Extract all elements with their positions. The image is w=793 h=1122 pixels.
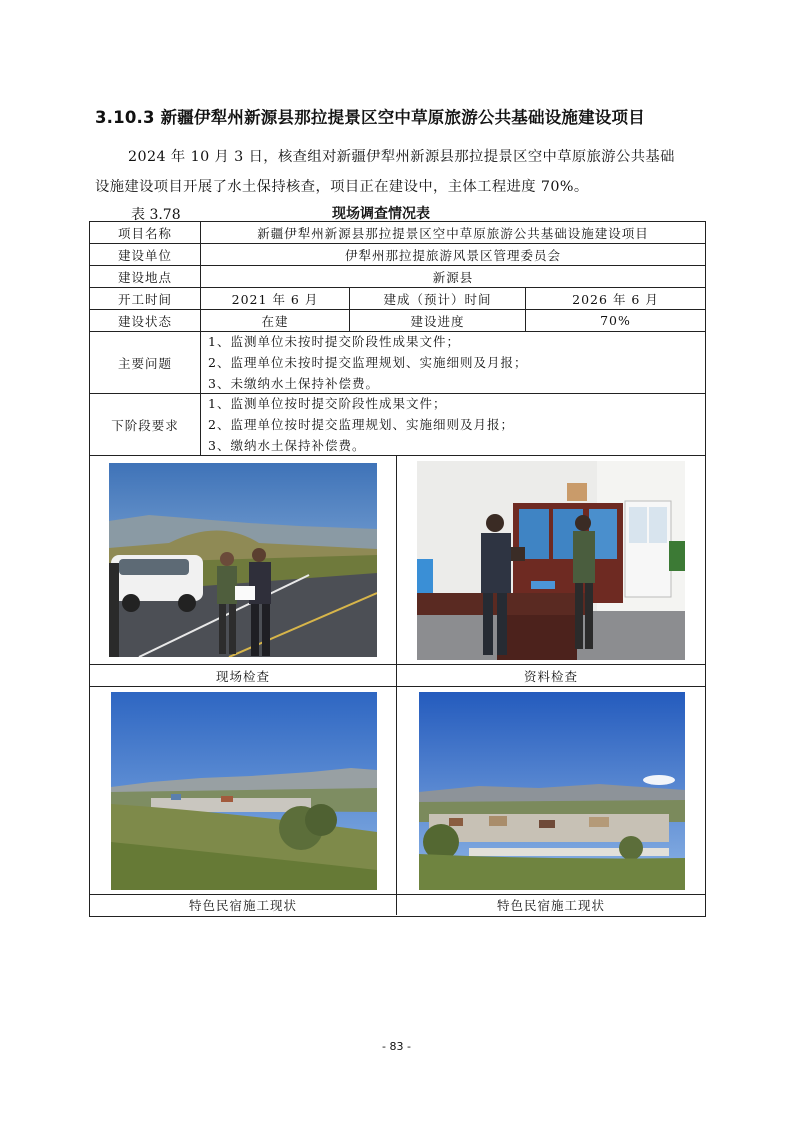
- table-row: [90, 332, 705, 394]
- location-value: 新源县: [432, 269, 474, 285]
- next-stage-list: [201, 394, 705, 455]
- photo-caption: 资料检查: [523, 668, 578, 684]
- table-row: [90, 244, 705, 266]
- finish-value: 2026 年 6 月: [572, 291, 659, 307]
- project-name-value: 新疆伊犁州新源县那拉提景区空中草原旅游公共基础设施建设项目: [257, 225, 649, 241]
- table-title: 现场调查情况表: [332, 206, 430, 222]
- table-row: [90, 266, 705, 288]
- requirement-item: 1、监测单位按时提交阶段性成果文件；: [208, 396, 447, 411]
- table-row: [90, 310, 705, 332]
- progress-value: 70%: [600, 313, 631, 328]
- homestay-construction-photo: [111, 692, 377, 890]
- finish-label: 建成（预计）时间: [350, 288, 526, 309]
- site-inspection-photo: [109, 463, 377, 657]
- table-row: [90, 288, 705, 310]
- table-row: [90, 394, 705, 456]
- intro-paragraph-line-2: 设施建设项目开展了水土保持核查，项目正在建设中，主体工程进度 70%。: [95, 179, 589, 195]
- photo-caption: 现场检查: [90, 665, 397, 686]
- table-number: 表 3.78: [131, 207, 181, 223]
- unit-value: 伊犁州那拉提旅游风景区管理委员会: [344, 247, 561, 263]
- page-number: - 83 -: [382, 1040, 411, 1053]
- status-value: 在建: [201, 310, 350, 331]
- issues-label: 主要问题: [90, 332, 201, 393]
- project-name-label: 项目名称: [90, 222, 201, 243]
- issue-item: 2、监理单位未按时提交监理规划、实施细则及月报；: [208, 355, 528, 370]
- homestay-construction-photo: [419, 692, 685, 890]
- photo-caption: 特色民宿施工现状: [90, 895, 397, 915]
- progress-label: 建设进度: [350, 310, 526, 331]
- requirement-item: 2、监理单位按时提交监理规划、实施细则及月报；: [208, 417, 514, 432]
- start-value: 2021 年 6 月: [201, 288, 350, 309]
- issue-item: 3、未缴纳水土保持补偿费。: [208, 376, 379, 391]
- start-label: 开工时间: [90, 288, 201, 309]
- next-stage-label: 下阶段要求: [90, 394, 201, 455]
- photo-caption-row: [90, 895, 705, 915]
- photo-caption-row: [90, 665, 705, 687]
- photo-caption: 特色民宿施工现状: [496, 898, 605, 913]
- requirement-item: 3、缴纳水土保持补偿费。: [208, 438, 366, 453]
- unit-label: 建设单位: [90, 244, 201, 265]
- document-inspection-photo: [417, 461, 685, 660]
- issues-list: [201, 332, 705, 393]
- table-row: [90, 222, 705, 244]
- location-label: 建设地点: [90, 266, 201, 287]
- issue-item: 1、监测单位未按时提交阶段性成果文件；: [208, 334, 460, 349]
- section-heading: 3.10.3 新疆伊犁州新源县那拉提景区空中草原旅游公共基础设施建设项目: [95, 108, 645, 127]
- status-label: 建设状态: [90, 310, 201, 331]
- survey-table: [89, 221, 706, 917]
- photo-row: [90, 687, 705, 895]
- photo-row: [90, 456, 705, 665]
- intro-paragraph-line-1: 2024 年 10 月 3 日，核查组对新疆伊犁州新源县那拉提景区空中草原旅游公共基础: [128, 149, 675, 165]
